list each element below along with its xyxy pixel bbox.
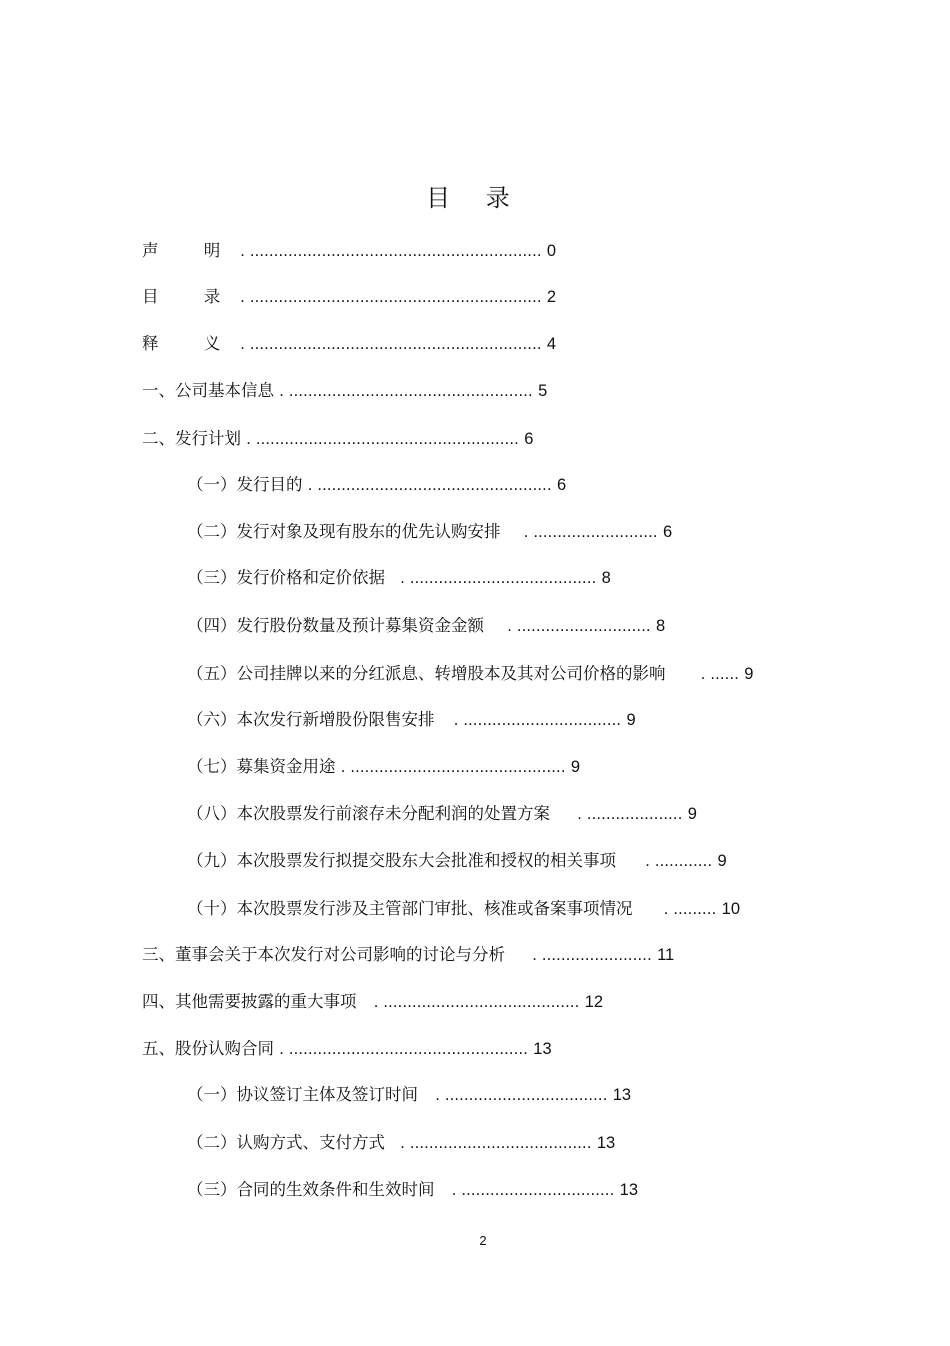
toc-entry-2-9[interactable] xyxy=(187,850,727,872)
toc-entry-label: （五）公司挂牌以来的分红派息、转增股本及其对公司价格的影响 xyxy=(187,664,666,683)
toc-entry-page: 8 xyxy=(656,617,666,635)
toc-entry-2-6[interactable] xyxy=(187,709,636,731)
toc-entry-page: 9 xyxy=(570,758,581,776)
toc-entry-label: （三）合同的生效条件和生效时间 xyxy=(187,1180,435,1199)
toc-entry-leader: . ............................................................. xyxy=(240,288,542,306)
toc-entry-2-10[interactable] xyxy=(187,898,740,920)
toc-entry-2-5[interactable] xyxy=(187,663,753,685)
toc-entry-page: 9 xyxy=(744,665,754,683)
toc-entry-label: 五、股份认购合同 xyxy=(142,1039,274,1058)
toc-entry-label: 一、公司基本信息 xyxy=(142,381,274,400)
toc-entry-section-3[interactable] xyxy=(142,944,674,966)
toc-entry-page: 6 xyxy=(662,523,673,541)
toc-entry-section-2[interactable] xyxy=(142,428,533,450)
toc-entry-page: 2 xyxy=(546,288,557,306)
page-number: 2 xyxy=(479,1233,487,1248)
toc-entry-label: （十）本次股票发行涉及主管部门审批、核准或备案事项情况 xyxy=(187,899,633,918)
toc-entry-label: （八）本次股票发行前滚存未分配利润的处置方案 xyxy=(187,804,550,823)
toc-entry-label: （七）募集资金用途 xyxy=(187,757,336,776)
toc-entry-label: （四）发行股份数量及预计募集资金金额 xyxy=(187,616,484,635)
toc-entry-5-2[interactable] xyxy=(187,1132,615,1154)
toc-entry-page: 6 xyxy=(524,430,534,448)
toc-entry-label: （六）本次发行新增股份限售安排 xyxy=(187,710,435,729)
toc-entry-page: 13 xyxy=(612,1086,632,1104)
toc-entry-leader: . ....................... xyxy=(532,946,652,964)
toc-entry-label: 三、董事会关于本次发行对公司影响的讨论与分析 xyxy=(142,945,505,964)
toc-entry-page: 13 xyxy=(533,1040,552,1058)
toc-entry-leader: . .................................................. xyxy=(279,1040,529,1058)
toc-entry-page: 13 xyxy=(596,1134,616,1152)
toc-entry-page: 9 xyxy=(626,711,636,729)
toc-entry-section-5[interactable] xyxy=(142,1038,552,1060)
toc-entry-page: 4 xyxy=(546,335,557,353)
toc-entry-label: （九）本次股票发行拟提交股东大会批准和授权的相关事项 xyxy=(187,851,616,870)
toc-entry-page: 10 xyxy=(721,900,740,918)
toc-entry-page: 6 xyxy=(557,476,567,494)
toc-entry-label: （二）发行对象及现有股东的优先认购安排 xyxy=(187,522,501,541)
toc-entry-label: 释 义 xyxy=(142,334,241,353)
toc-entry-2-8[interactable] xyxy=(187,803,697,825)
toc-entry-leader: . ................................................... xyxy=(279,382,533,400)
toc-entry-2-7[interactable] xyxy=(187,756,580,778)
toc-entry-leader: . ............................................................. xyxy=(240,242,542,260)
toc-entry-leader: . ................................ xyxy=(451,1181,615,1199)
toc-entry-leader: . ................................. xyxy=(453,711,622,729)
toc-entry-label: 四、其他需要披露的重大事项 xyxy=(142,992,357,1011)
toc-entry-contents[interactable] xyxy=(142,286,556,308)
toc-entry-2-3[interactable] xyxy=(187,567,611,589)
toc-entry-leader: . ......... xyxy=(663,900,717,918)
toc-entry-2-4[interactable] xyxy=(187,615,665,637)
page-title: 目 录 xyxy=(426,184,524,212)
toc-entry-leader: . ......................................... xyxy=(373,993,580,1011)
toc-entry-label: （三）发行价格和定价依据 xyxy=(187,568,385,587)
toc-entry-leader: . ...................................... xyxy=(400,1134,592,1152)
toc-entry-label: （一）协议签订主体及签订时间 xyxy=(187,1085,418,1104)
toc-entry-page: 0 xyxy=(546,242,557,260)
toc-entry-leader: . ....................................... xyxy=(400,569,597,587)
toc-entry-section-4[interactable] xyxy=(142,991,603,1013)
toc-entry-label: 声 明 xyxy=(142,241,241,260)
toc-entry-5-1[interactable] xyxy=(187,1084,631,1106)
toc-entry-leader: . ....................................................... xyxy=(246,430,519,448)
toc-entry-page: 9 xyxy=(717,852,727,870)
toc-entry-leader: . ................................................. xyxy=(307,476,552,494)
toc-entry-leader: . .................... xyxy=(577,805,683,823)
toc-entry-page: 13 xyxy=(619,1181,639,1199)
toc-entry-label: （一）发行目的 xyxy=(187,475,303,494)
toc-entry-label: （二）认购方式、支付方式 xyxy=(187,1133,385,1152)
toc-entry-leader: . .................................. xyxy=(435,1086,608,1104)
toc-entry-label: 目 录 xyxy=(142,287,241,306)
toc-entry-page: 12 xyxy=(584,993,604,1011)
toc-entry-leader: . ............ xyxy=(645,852,713,870)
toc-entry-definitions[interactable] xyxy=(142,333,556,355)
toc-entry-leader: . ............................................................. xyxy=(240,335,542,353)
toc-entry-leader: . ...... xyxy=(700,665,740,683)
toc-entry-2-2[interactable] xyxy=(187,521,672,543)
toc-entry-leader: . .......................... xyxy=(523,523,658,541)
toc-entry-statement[interactable] xyxy=(142,240,556,262)
toc-entry-5-3[interactable] xyxy=(187,1179,638,1201)
toc-entry-page: 9 xyxy=(687,805,697,823)
toc-entry-page: 5 xyxy=(538,382,548,400)
toc-entry-page: 11 xyxy=(657,946,675,964)
toc-entry-2-1[interactable] xyxy=(187,474,566,496)
toc-entry-leader: . ............................................. xyxy=(340,758,566,776)
toc-entry-page: 8 xyxy=(601,569,611,587)
toc-entry-leader: . ............................ xyxy=(507,617,651,635)
toc-entry-section-1[interactable] xyxy=(142,380,547,402)
toc-entry-label: 二、发行计划 xyxy=(142,429,241,448)
